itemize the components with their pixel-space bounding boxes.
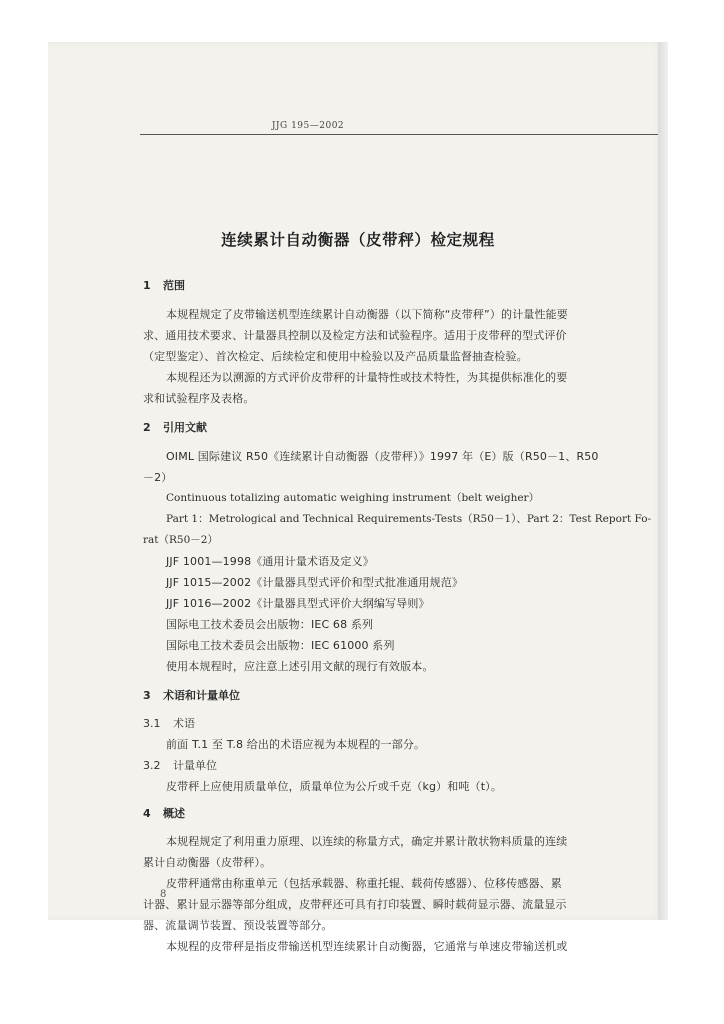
reference-line: Continuous totalizing automatic weighing instrument（belt weigher） bbox=[166, 492, 540, 504]
section-heading bbox=[143, 419, 207, 435]
subsection-number: 3.2 bbox=[143, 759, 161, 772]
section-title: 范围 bbox=[163, 279, 185, 292]
paragraph-line: 前面 T.1 至 T.8 给出的术语应视为本规程的一部分。 bbox=[166, 738, 426, 751]
reference-line: Part 1：Metrological and Technical Requirements-Tests（R50－1）、Part 2：Test Report Fo- bbox=[166, 513, 652, 525]
paragraph-line: 求和试验程序及表格。 bbox=[143, 392, 255, 405]
reference-line: 国际电工技术委员会出版物：IEC 68 系列 bbox=[166, 618, 374, 631]
section-heading bbox=[143, 805, 185, 821]
subsection-heading bbox=[143, 757, 217, 773]
section-number: 1 bbox=[143, 279, 151, 292]
page-number: 8 bbox=[160, 889, 167, 900]
paragraph-line: 计器、累计显示器等部分组成，皮带秤还可具有打印装置、瞬时载荷显示器、流量显示 bbox=[143, 898, 567, 911]
paragraph-line: 本规程还为以溯源的方式评价皮带秤的计量特性或技术特性，为其提供标准化的要 bbox=[166, 371, 568, 384]
paragraph-line: 本规程规定了利用重力原理、以连续的称量方式，确定并累计散状物料质量的连续 bbox=[166, 835, 568, 848]
subsection-title: 术语 bbox=[173, 717, 195, 730]
reference-line: －2） bbox=[143, 471, 173, 484]
section-title: 术语和计量单位 bbox=[163, 689, 240, 702]
section-heading bbox=[143, 687, 240, 703]
page-edge-shadow bbox=[658, 42, 668, 920]
document-title: 连续累计自动衡器（皮带秤）检定规程 bbox=[221, 231, 495, 249]
subsection-title: 计量单位 bbox=[173, 759, 217, 772]
paragraph-line: （定型鉴定）、首次检定、后续检定和使用中检验以及产品质量监督抽查检验。 bbox=[143, 350, 528, 363]
subsection-number: 3.1 bbox=[143, 717, 161, 730]
document-page bbox=[48, 42, 668, 953]
reference-line: 使用本规程时，应注意上述引用文献的现行有效版本。 bbox=[166, 660, 434, 673]
paragraph-line: 求、通用技术要求、计量器具控制以及检定方法和试验程序。适用于皮带秤的型式评价 bbox=[143, 329, 567, 342]
reference-line: JJF 1016—2002《计量器具型式评价大纲编写导则》 bbox=[166, 597, 430, 610]
section-number: 4 bbox=[143, 807, 151, 820]
section-number: 2 bbox=[143, 421, 151, 434]
reference-line: rat（R50－2） bbox=[143, 534, 218, 546]
section-number: 3 bbox=[143, 689, 151, 702]
reference-line: OIML 国际建议 R50《连续累计自动衡器（皮带秤）》1997 年（E）版（R50－1、R50 bbox=[166, 450, 599, 463]
paragraph-line: 皮带秤通常由称重单元（包括承载器、称重托辊、载荷传感器）、位移传感器、累 bbox=[166, 877, 562, 890]
reference-line: JJF 1015—2002《计量器具型式评价和型式批准通用规范》 bbox=[166, 576, 464, 589]
paragraph-line: 本规程的皮带秤是指皮带输送机型连续累计自动衡器，它通常与单速皮带输送机或 bbox=[166, 940, 568, 953]
section-title: 引用文献 bbox=[163, 421, 207, 434]
header-rule bbox=[140, 134, 658, 135]
subsection-heading bbox=[143, 715, 195, 731]
paragraph-line: 器、流量调节装置、预设装置等部分。 bbox=[143, 919, 333, 932]
reference-line: JJF 1001—1998《通用计量术语及定义》 bbox=[166, 555, 374, 568]
section-title: 概述 bbox=[163, 807, 185, 820]
paragraph-line: 本规程规定了皮带输送机型连续累计自动衡器（以下简称“皮带秤”）的计量性能要 bbox=[166, 308, 568, 321]
paragraph-line: 累计自动衡器（皮带秤）。 bbox=[143, 856, 272, 869]
section-heading bbox=[143, 277, 185, 293]
running-header: JJG 195—2002 bbox=[271, 121, 345, 131]
paragraph-line: 皮带秤上应使用质量单位，质量单位为公斤或千克（kg）和吨（t）。 bbox=[166, 780, 502, 793]
reference-line: 国际电工技术委员会出版物：IEC 61000 系列 bbox=[166, 639, 395, 652]
